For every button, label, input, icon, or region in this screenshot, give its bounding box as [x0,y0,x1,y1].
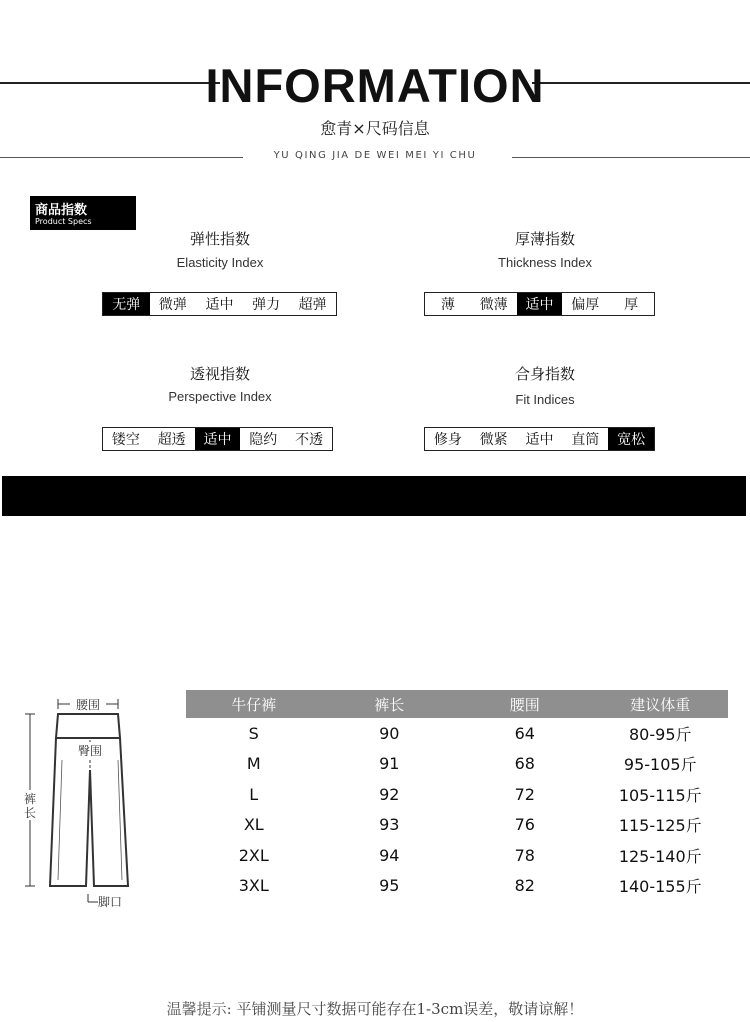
size-table [186,690,728,901]
waist-cell: 64 [514,723,535,743]
hem-label: 脚口 [98,895,123,909]
scale-option: 厚 [624,297,639,313]
length-cell: 90 [379,723,400,743]
elasticity-scale [102,292,337,316]
brand-pinyin: YU QING JIA DE WEI MEI YI CHU [273,150,477,161]
length-cell: 94 [379,845,400,865]
scale-option: 微弹 [158,297,187,313]
scale-option: 适中 [195,428,241,450]
col-header-waist: 腰围 [509,695,540,714]
col-header-product: 牛仔裤 [231,695,277,714]
size-cell: L [249,784,259,804]
perspective-subtitle: Perspective Index [168,389,272,404]
size-cell: S [248,723,259,743]
scale-option: 修身 [433,432,462,448]
weight-cell: 105-115斤 [618,785,702,805]
scale-option: 超透 [157,432,186,448]
size-cell: XL [243,815,264,835]
page-subtitle: 愈青×尺码信息 [320,119,430,138]
waist-cell: 78 [514,845,535,865]
scale-option: 适中 [517,293,563,315]
scale-option: 宽松 [608,428,654,450]
perspective-title: 透视指数 [189,365,250,383]
scale-option: 不透 [295,432,324,448]
table-row [186,749,728,780]
elasticity-subtitle: Elasticity Index [176,255,264,270]
scale-option: 超弹 [298,297,327,313]
table-row [186,840,728,871]
measurement-tip [0,998,750,1019]
elasticity-title: 弹性指数 [189,230,250,248]
scale-option: 镂空 [111,432,140,448]
weight-cell: 115-125斤 [618,816,702,836]
fit-scale [424,427,655,451]
scale-option: 薄 [440,297,455,313]
thickness-subtitle: Thickness Index [498,255,592,270]
scale-option: 无弹 [103,293,150,315]
length-cell: 93 [379,815,400,835]
scale-option: 微薄 [479,297,508,313]
table-row [186,779,728,810]
weight-cell: 125-140斤 [618,846,702,866]
table-row [186,810,728,841]
waist-cell: 72 [514,784,535,804]
length-cell: 91 [379,754,400,774]
table-row [186,871,728,902]
thickness-title: 厚薄指数 [514,230,575,248]
waist-cell: 68 [514,754,535,774]
table-row [186,718,728,749]
col-header-weight: 建议体重 [630,695,691,714]
fit-title: 合身指数 [514,365,575,383]
scale-option: 隐约 [249,432,278,448]
size-cell: 3XL [238,876,269,896]
tip-lead: 温馨提示: [166,1000,232,1018]
scale-option: 适中 [205,297,234,313]
scale-option: 偏厚 [571,297,600,313]
size-table-header [186,690,728,718]
page-title: INFORMATION [205,59,545,112]
waist-cell: 82 [514,876,535,896]
weight-cell: 80-95斤 [629,724,692,744]
thickness-scale [424,292,655,316]
tip-text: 平铺测量尺寸数据可能存在1-3cm误差，敬请谅解！ [236,1000,584,1018]
waist-label: 腰围 [75,698,101,712]
product-specs-badge [30,196,136,230]
pants-diagram [18,690,168,920]
length-cell: 95 [379,876,400,896]
size-cell: 2XL [238,845,269,865]
perspective-scale [102,427,333,451]
black-divider-band [2,476,746,516]
scale-option: 弹力 [252,297,281,313]
weight-cell: 140-155斤 [618,877,702,897]
fit-subtitle: Fit Indices [515,392,575,407]
waistband-shape [56,714,120,738]
col-header-length: 裤长 [374,695,405,714]
length-label-1: 裤 [23,792,37,806]
size-cell: M [246,754,261,774]
product-specs-label-en: Product Specs [35,217,92,226]
scale-option: 适中 [525,432,554,448]
hip-label: 臀围 [77,744,103,758]
length-cell: 92 [379,784,400,804]
product-specs-label-zh: 商品指数 [35,203,88,218]
scale-option: 直筒 [571,432,600,448]
waist-cell: 76 [514,815,535,835]
scale-option: 微紧 [479,432,508,448]
weight-cell: 95-105斤 [623,755,697,775]
length-label-2: 长 [23,806,37,820]
